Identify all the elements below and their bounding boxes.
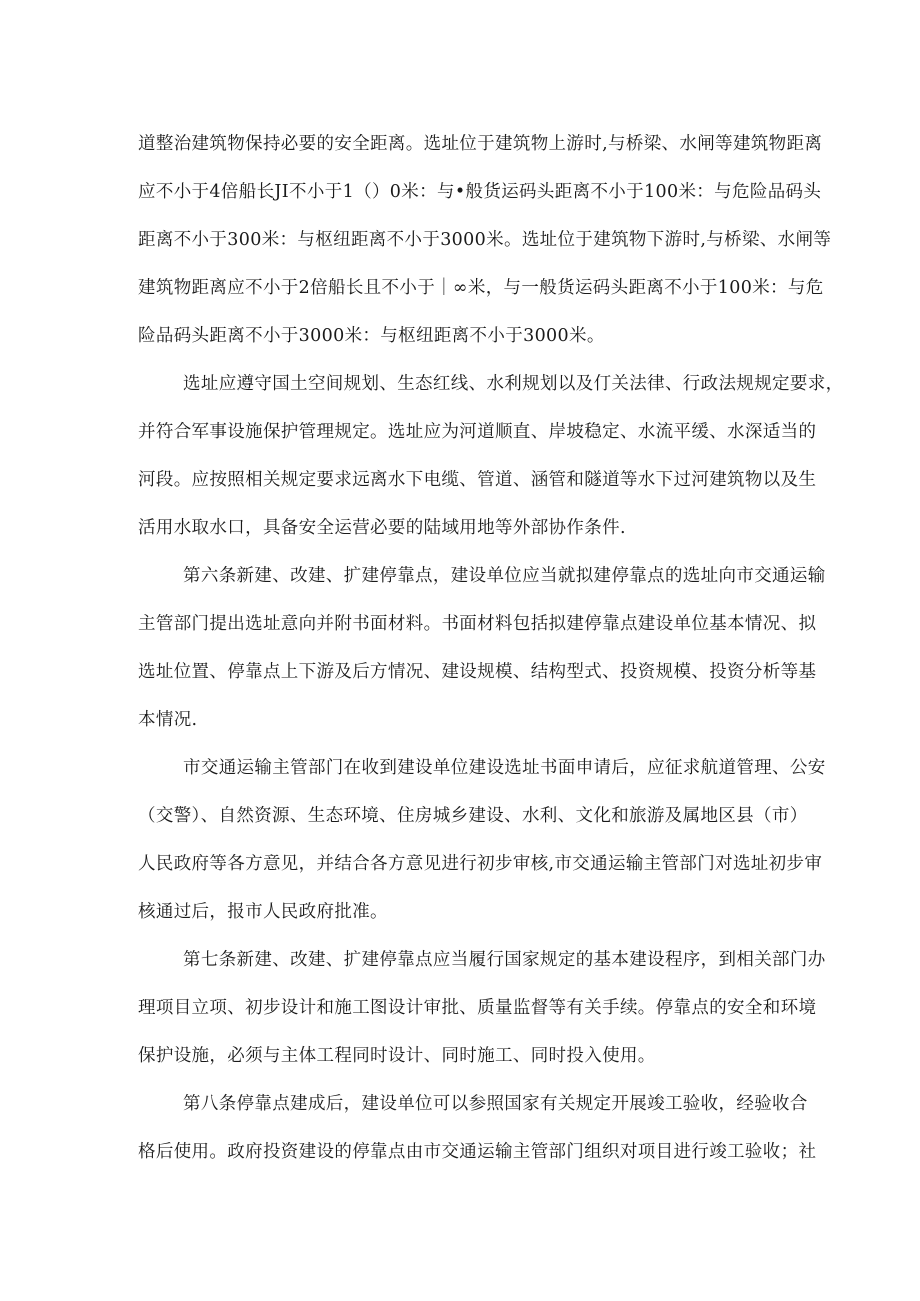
text-line: 应不小于4倍船长JI不小于1（）0米：与•般货运码头距离不小于100米：与危险品码头 (138, 182, 822, 202)
text-line: （交警）、自然资源、生态环境、住房城乡建设、水利、文化和旅游及属地区县（市） (138, 806, 808, 826)
text-line: 理项目立项、初步设计和施工图设计审批、质量监督等有关手续。停靠点的安全和环境 (138, 998, 817, 1018)
text-line: 主管部门提出选址意向并附书面材料。书面材料包括拟建停靠点建设单位基本情况、拟 (138, 614, 817, 634)
text-line: 第六条新建、改建、扩建停靠点，建设单位应当就拟建停靠点的选址向市交通运输 (183, 566, 826, 586)
text-line: 选址应遵守国土空间规划、生态红线、水利规划以及仃关法律、行政法规规定要求， (183, 374, 844, 394)
text-line: 河段。应按照相关规定要求远离水下电缆、管道、涵管和隧道等水下过河建筑物以及生 (138, 470, 817, 490)
text-line: 保护设施，必须与主体工程同时设计、同时施工、同时投入使用。 (138, 1046, 656, 1066)
text-line: 并符合军事设施保护管理规定。选址应为河道顺直、岸坡稳定、水流平缓、水深适当的 (138, 422, 817, 442)
text-line: 险品码头距离不小于3000米：与枢纽距离不小于3000米。 (138, 326, 605, 346)
text-line: 距离不小于300米：与枢纽距离不小于3000米。选址位于建筑物下游时,与桥梁、水闸等 (138, 230, 832, 250)
text-line: 活用水取水口，具备安全运营必要的陆域用地等外部协作条件. (138, 518, 626, 538)
text-line: 第七条新建、改建、扩建停靠点应当履行国家规定的基本建设程序，到相关部门办 (183, 950, 826, 970)
text-line: 人民政府等各方意见，并结合各方意见进行初步审核,市交通运输主管部门对选址初步审 (138, 854, 823, 874)
text-line: 选址位置、停靠点上下游及后方情况、建设规模、结构型式、投资规模、投资分析等基 (138, 662, 817, 682)
text-line: 核通过后，报市人民政府批准。 (138, 902, 388, 922)
text-line: 第八条停靠点建成后，建设单位可以参照国家有关规定开展竣工验收，经验收合 (183, 1094, 808, 1114)
text-line: 格后使用。政府投资建设的停靠点由市交通运输主管部门组织对项目进行竣工验收；社 (138, 1142, 817, 1162)
text-line: 道整治建筑物保持必要的安全距离。选址位于建筑物上游时,与桥梁、水闸等建筑物距离 (138, 134, 823, 154)
text-line: 本情况. (138, 710, 198, 730)
text-line: 建筑物距离应不小于2倍船长且不小于｜∞米，与一般货运码头距离不小于100米：与危 (138, 278, 824, 298)
text-line: 市交通运输主管部门在收到建设单位建设选址书面申请后，应征求航道管理、公安 (183, 758, 826, 778)
